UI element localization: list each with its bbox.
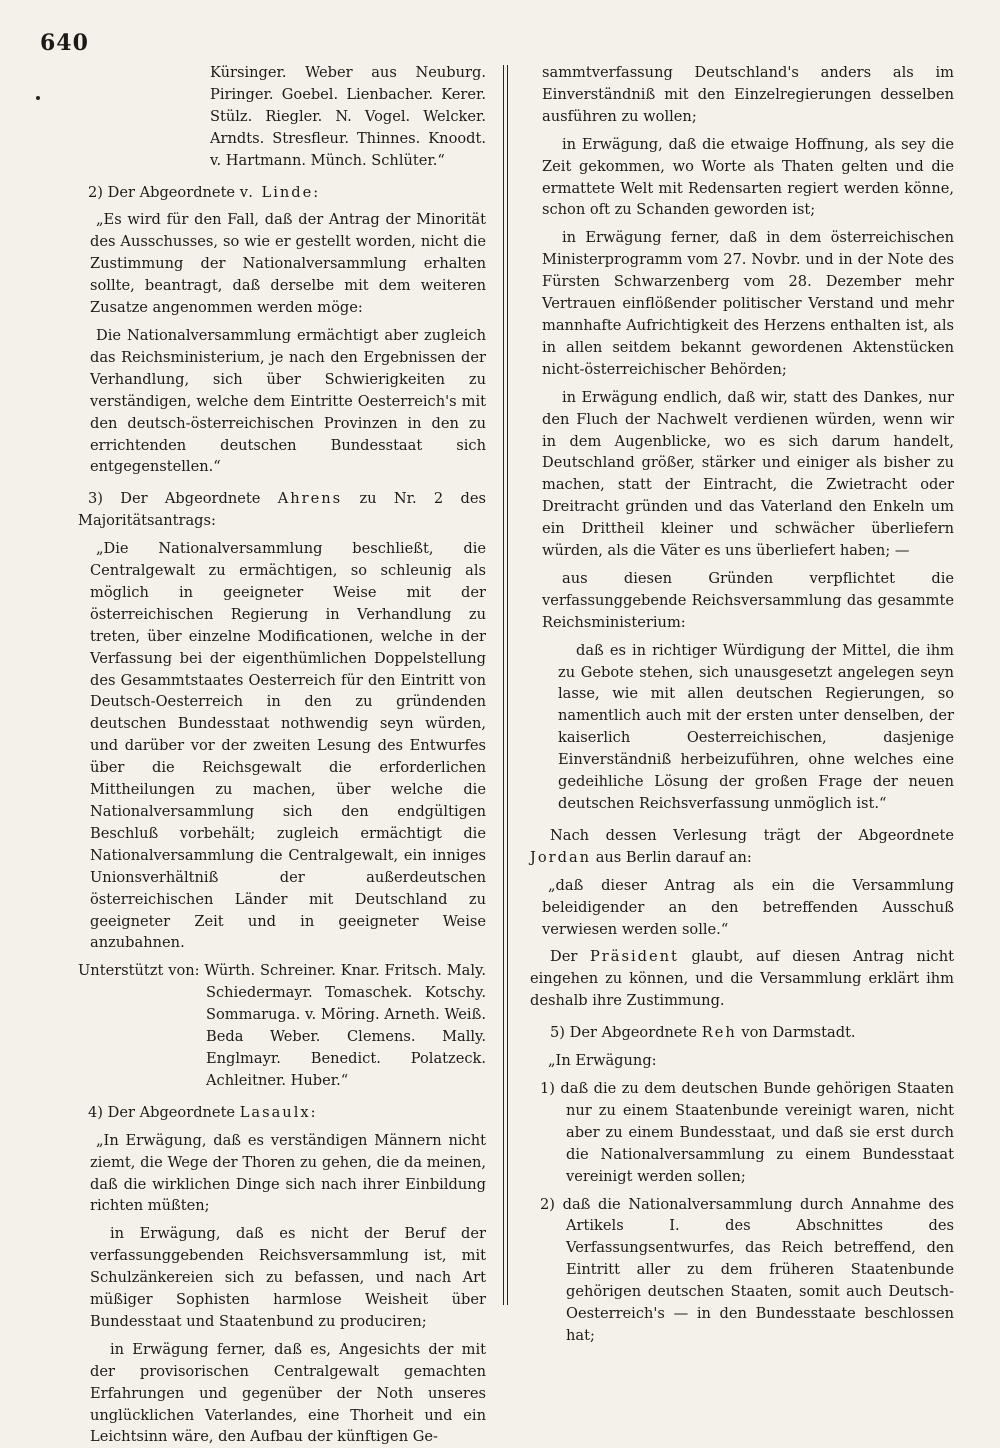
- section-3-prefix: 3) Der Abgeordnete: [88, 490, 278, 508]
- section-4-paragraph-3: in Erwägung ferner, daß es, Angesichts der mit der provisorischen Centralgewalt gemachten Erfahrungen und gegenüber der Noth unseres unglücklichen Vaterlandes, eine Thorheit und ein Leichtsinn wäre, den Aufbau der künftigen Ge-: [90, 1340, 486, 1446]
- column-divider-left: [503, 65, 504, 1305]
- section-3-intro: [78, 488, 486, 532]
- section-4-suffix: :: [310, 1103, 316, 1121]
- section-4-prefix: 4) Der Abgeordnete: [88, 1103, 240, 1121]
- section-3-quote: „Die Nationalversammlung beschließt, die Centralgewalt zu ermächtigen, so schleunig als möglich in geeigneter Weise mit der österreichischen Regierung in Verhandlung zu treten, über einzelne Modificationen, welche in der Verfassung bei der eigenthümlichen Doppelstellung des Gesammtstaates Oesterreich für den Eintritt von Deutsch-Oesterreich in den zu gründenden deutschen Bundesstaat nothwendig seyn würden, und darüber vor der zweiten Lesung des Entwurfes über die Reichsgewalt die erforderlichen Mittheilungen zu machen, über welche die Nationalversammlung sich den endgültigen Beschluß vorbehält; zugleich ermächtigt die Nationalversammlung die Centralgewalt, ein inniges Unionsverhältniß der außerdeutschen österreichischen Länder mit Deutschland zu geeigneter Zeit und in geeigneter Weise anzubahnen.: [90, 540, 486, 952]
- paragraph-reading: [530, 825, 954, 869]
- paragraph-program: in Erwägung ferner, daß in dem österreichischen Ministerprogramm vom 27. Novbr. und in der Note des Fürsten Schwarzenberg vom 28. Dezember mehr Vertrauen einflößender politischer Verstand und mehr mannhafte Aufrichtigkeit des Herzens enthalten ist, als in allen seitdem bekannt gewordenen Aktenstücken nicht-österreichischer Behörden;: [542, 229, 954, 378]
- item-1-text: daß die zu dem deutschen Bunde gehörigen Staaten nur zu einem Staatenbunde vereinigt waren, nicht aber zu einem Bundesstaat, und daß sie erst durch die Nationalversammlung zu einem Bundesstaat vereinigt werden sollen;: [560, 1079, 954, 1185]
- item-2-text: daß die Nationalversammlung durch Annahme des Artikels I. des Abschnittes des Verfassungsentwurfes, das Reich betreffend, den Eintritt aller zu dem früheren Staatenbunde gehörigen deutschen Staaten, somit auch Deutsch-Oesterreich's — in den Bundesstaate beschlossen hat;: [562, 1195, 954, 1344]
- left-column: [78, 62, 486, 1448]
- section-2-quote: „Es wird für den Fall, daß der Antrag der Minorität des Ausschusses, so wie er gestellt worden, nicht die Zustimmung der Nationalversammlung erhalten sollte, beantragt, daß derselbe mit dem weiteren Zusatze angenommen werden möge:: [90, 211, 486, 317]
- section-3-suffix: zu Nr. 2 des Majoritätsantrags:: [78, 490, 486, 530]
- paragraph-president: [530, 946, 954, 1012]
- president-suffix: glaubt, auf diesen Antrag nicht eingehen zu können, und die Versammlung erklärt ihm deshalb ihre Zustimmung.: [530, 948, 954, 1010]
- section-4-speaker: Lasaulx: [239, 1103, 311, 1121]
- section-5-open: „In Erwägung:: [548, 1052, 657, 1070]
- jordan-quote: „daß dieser Antrag als ein die Versammlung beleidigender an den betreffenden Ausschuß verwiesen werden solle.“: [542, 876, 954, 938]
- section-3-support-label: Unterstützt von:: [78, 962, 200, 980]
- paragraph-grounds: aus diesen Gründen verpflichtet die verfassunggebende Reichsversammlung das gesammte Reichsministerium:: [542, 569, 954, 631]
- page-number: 640: [40, 30, 89, 56]
- section-4-paragraph-1: „In Erwägung, daß es verständigen Männern nicht ziemt, die Wege der Thoren zu gehen, die da meinen, daß die wirklichen Dinge sich nach ihrer Einbildung richten müßten;: [90, 1131, 486, 1215]
- column-divider-right: [507, 65, 508, 1305]
- section-4-paragraph-2: in Erwägung, daß es nicht der Beruf der verfassunggebenden Reichsversammlung ist, mit Schulzänkereien sich zu befassen, und nach Art müßiger Sophisten harmlose Weisheit über Bundesstaat und Staatenbund zu produciren;: [90, 1225, 486, 1330]
- section-5-prefix: 5) Der Abgeordnete: [550, 1024, 702, 1042]
- reading-speaker: Jordan: [530, 848, 592, 866]
- item-2-number: 2): [540, 1195, 555, 1213]
- margin-mark: [36, 96, 40, 100]
- reading-suffix: aus Berlin darauf an:: [591, 848, 752, 866]
- section-2-addition: Die Nationalversammlung ermächtigt aber zugleich das Reichsministerium, je nach den Ergebnissen der Verhandlung, sich über Schwierigkeiten zu verständigen, welche dem Eintritte Oesterreich's mit den deutsch-österreichischen Provinzen in den zu errichtenden deutschen Bundesstaat sich entgegenstellen.“: [90, 326, 486, 476]
- section-2-speaker: v. Linde: [239, 183, 314, 201]
- section-2-prefix: 2) Der Abgeordnete: [88, 183, 240, 201]
- paragraph-means: daß es in richtiger Würdigung der Mittel, die ihm zu Gebote stehen, sich unausgesetzt angelegen seyn lasse, wie mit allen deutschen Regierungen, so namentlich auch mit der ersten unter denselben, der kaiserlich Oesterreichischen, dasjenige Einverständniß herbeizuführen, ohne welches eine gedeihliche Lösung der großen Frage der neuen deutschen Reichsverfassung unmöglich ist.“: [558, 641, 954, 812]
- section-5-suffix: von Darmstadt.: [736, 1024, 856, 1042]
- item-1-number: 1): [540, 1079, 555, 1097]
- president-title: Präsident: [589, 948, 679, 966]
- right-column: [530, 62, 954, 1347]
- section-5-intro: [530, 1022, 954, 1044]
- section-3-supporters-line: [78, 960, 486, 1091]
- section-5-speaker: Reh: [701, 1024, 737, 1042]
- section-2-intro: [78, 182, 486, 204]
- section-4-intro: [78, 1102, 486, 1124]
- paragraph-thanks: in Erwägung endlich, daß wir, statt des Dankes, nur den Fluch der Nachwelt verdienen würden, wenn wir in dem Augenblicke, wo es sich darum handelt, Deutschland größer, stärker und einiger als bisher zu machen, statt der Eintracht, die Zwietracht oder Dreitracht gründen und das Vaterland den Enkeln um ein Drittheil kleiner und schwächer überliefern würden, als die Väter es uns überliefert haben; —: [542, 388, 954, 560]
- president-prefix: Der: [550, 948, 590, 966]
- signatures-top: Kürsinger. Weber aus Neuburg. Piringer. Goebel. Lienbacher. Kerer. Stülz. Riegler. N. Vogel. Welcker. Arndts. Stresfleur. Thinnes. Knoodt. v. Hartmann. Münch. Schlüter.“: [210, 64, 486, 169]
- section-5-item-1: [530, 1078, 954, 1188]
- reading-prefix: Nach dessen Verlesung trägt der Abgeordnete: [550, 826, 954, 844]
- section-3-supporters: Würth. Schreiner. Knar. Fritsch. Maly. Schiedermayr. Tomaschek. Kotschy. Sommaruga. v. Möring. Arneth. Weiß. Beda Weber. Clemens. Mally. Englmayr. Benedict. Polatzeck. Achleitner. Huber.“: [204, 962, 486, 1089]
- section-3-speaker: Ahrens: [277, 490, 343, 508]
- continuation-text: sammtverfassung Deutschland's anders als im Einverständniß mit den Einzelregierungen desselben ausführen zu wollen;: [542, 64, 954, 125]
- paragraph-hope: in Erwägung, daß die etwaige Hoffnung, als sey die Zeit gekommen, wo Worte als Thaten gelten und die ermattete Welt mit Redensarten regiert werden könne, schon oft zu Schanden geworden ist;: [542, 135, 954, 219]
- section-5-item-2: [530, 1194, 954, 1347]
- section-2-suffix: :: [313, 183, 319, 201]
